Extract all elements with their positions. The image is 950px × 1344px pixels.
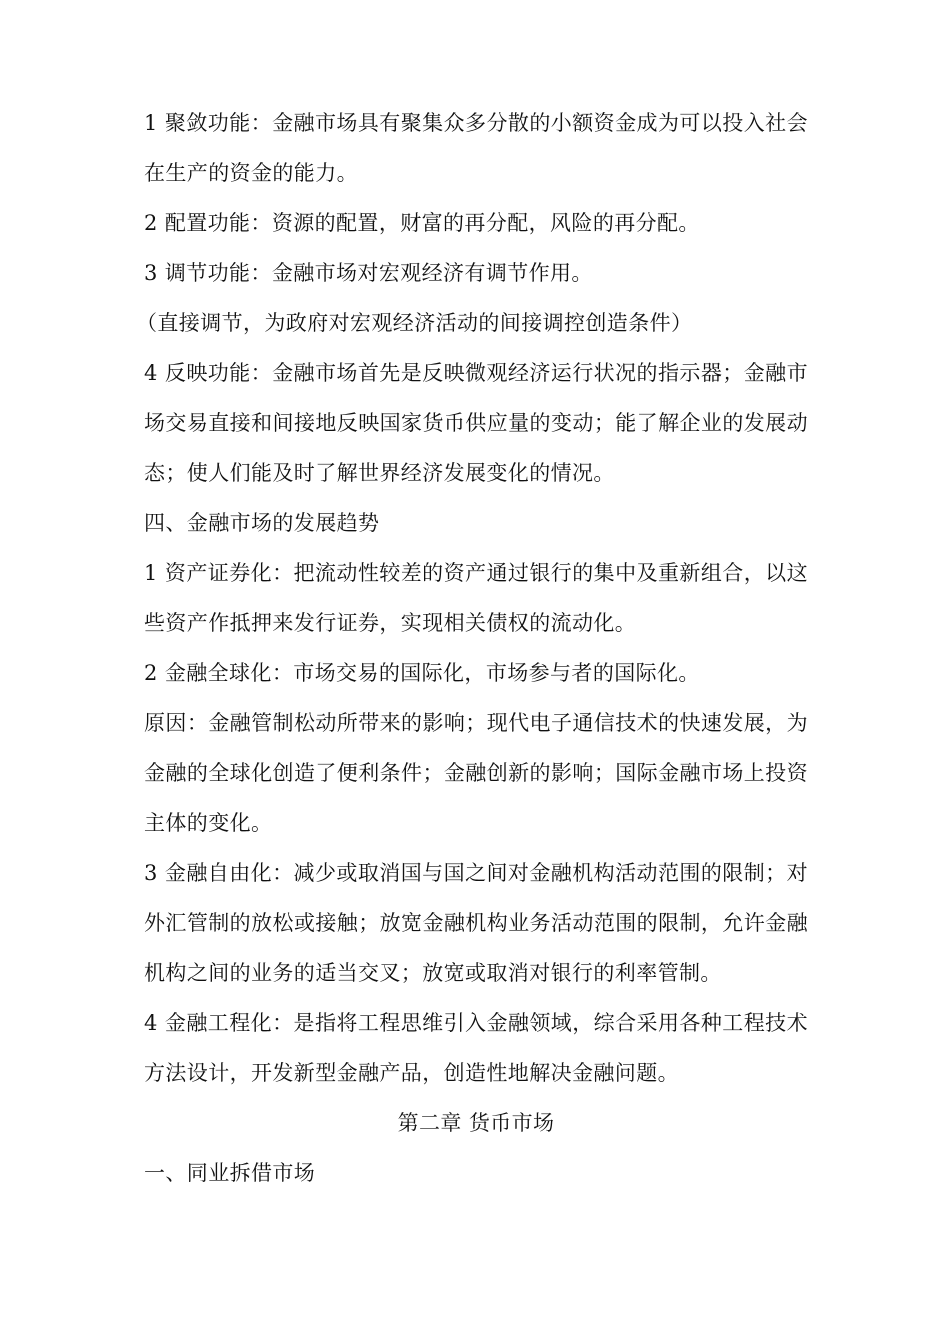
paragraph-liberalization: 3 金融自由化：减少或取消国与国之间对金融机构活动范围的限制；对外汇管制的放松或接触；放宽金融机构业务活动范围的限制，允许金融机构之间的业务的适当交叉；放宽或取消对银行的利率管制。 <box>144 861 808 985</box>
paragraph-financial-engineering: 4 金融工程化：是指将工程思维引入金融领域，综合采用各种工程技术方法设计，开发新型金融产品，创造性地解决金融问题。 <box>144 1011 808 1085</box>
section-heading-development-trends: 四、金融市场的发展趋势 <box>144 511 380 535</box>
section-heading-interbank-market: 一、同业拆借市场 <box>144 1161 316 1185</box>
paragraph-allocation-function: 2 配置功能：资源的配置，财富的再分配，风险的再分配。 <box>144 211 700 235</box>
paragraph-securitization: 1 资产证券化：把流动性较差的资产通过银行的集中及重新组合，以这些资产作抵押来发行证券，实现相关债权的流动化。 <box>144 561 808 635</box>
paragraph-globalization: 2 金融全球化：市场交易的国际化，市场参与者的国际化。 <box>144 661 700 685</box>
chapter-title: 第二章 货币市场 <box>397 1111 555 1135</box>
paragraph-reflection-function: 4 反映功能：金融市场首先是反映微观经济运行状况的指示器；金融市场交易直接和间接地反映国家货币供应量的变动；能了解企业的发展动态；使人们能及时了解世界经济发展变化的情况。 <box>144 361 808 485</box>
paragraph-regulation-function: 3 调节功能：金融市场对宏观经济有调节作用。 <box>144 261 593 285</box>
paragraph-globalization-reasons: 原因：金融管制松动所带来的影响；现代电子通信技术的快速发展，为金融的全球化创造了便利条件；金融创新的影响；国际金融市场上投资主体的变化。 <box>144 711 808 835</box>
document-body <box>136 98 808 1198</box>
paragraph-aggregation-function: 1 聚敛功能：金融市场具有聚集众多分散的小额资金成为可以投入社会在生产的资金的能力。 <box>144 111 808 185</box>
paragraph-regulation-note: （直接调节，为政府对宏观经济活动的间接调控创造条件） <box>136 311 693 335</box>
